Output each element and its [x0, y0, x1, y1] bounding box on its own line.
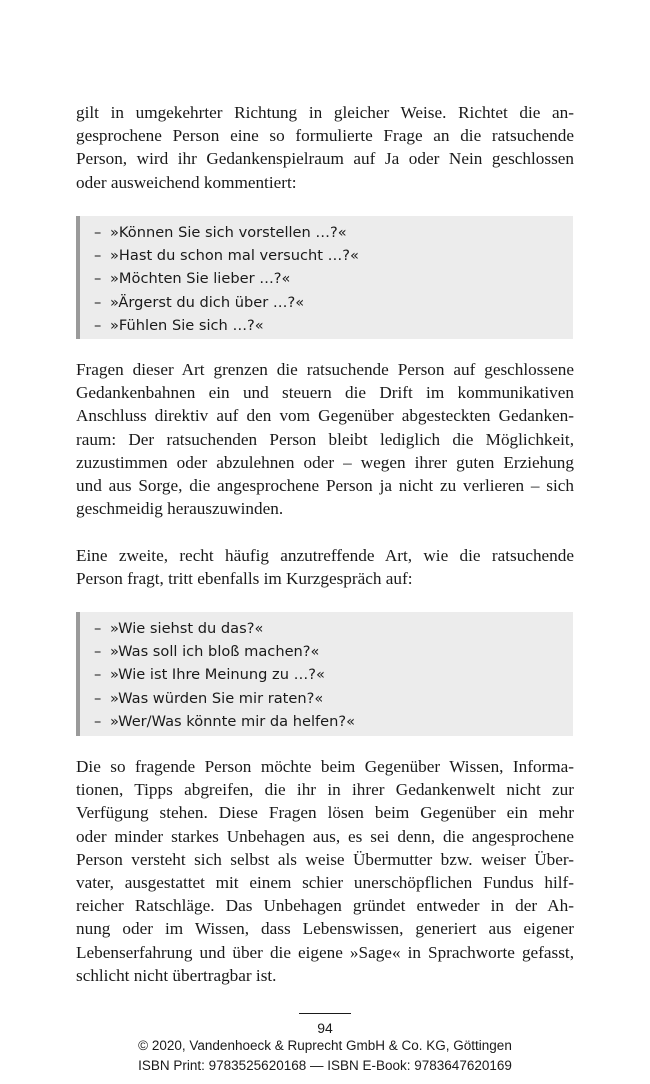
question-list-1	[94, 221, 573, 337]
text-line: Person versteht sich selbst als weise Übermutter bzw. weiser Über-	[76, 849, 574, 869]
text-line: Anschluss direktiv auf den vom Gegenüber abgesteckten Gedanken-	[76, 406, 574, 426]
quote-box-1	[76, 216, 573, 339]
paragraph-4	[76, 755, 574, 987]
text-line: Fragen dieser Art grenzen die ratsuchende Person auf geschlossene	[76, 360, 574, 379]
question-list-2	[94, 617, 573, 733]
paragraph-2	[76, 358, 574, 520]
list-item: – »Hast du schon mal versucht …?«	[94, 247, 359, 265]
text-line: und aus Sorge, die angesprochene Person ja nicht zu verlieren – sich	[76, 476, 574, 496]
page-number: 94	[317, 1020, 333, 1036]
copyright-notice: © 2020, Vandenhoeck & Ruprecht GmbH & Co. KG, Göttingen	[138, 1038, 512, 1053]
text-line: Eine zweite, recht häufig anzutreffende Art, wie die ratsuchende	[76, 546, 574, 565]
text-line: Person fragt, tritt ebenfalls im Kurzgespräch auf:	[76, 569, 413, 589]
list-item: – »Wer/Was könnte mir da helfen?«	[94, 712, 356, 730]
text-line: reicher Ratschläge. Das Unbehagen gründet entweder in der Ah-	[76, 896, 574, 916]
text-line: oder ausweichend kommentiert:	[76, 172, 297, 192]
text-line: vater, ausgestattet mit einem schier unerschöpflichen Fundus hilf-	[76, 873, 574, 893]
text-line: geschmeidig herauszuwinden.	[76, 499, 284, 519]
list-item: – »Wie siehst du das?«	[94, 620, 264, 637]
text-line: gesprochene Person eine so formulierte Frage an die ratsuchende	[76, 126, 574, 146]
list-item: – »Ärgerst du dich über …?«	[94, 293, 305, 311]
text-line: tionen, Tipps abgreifen, die ihr in ihrer Gedankenwelt nicht zur	[76, 780, 574, 800]
list-item: – »Was soll ich bloß machen?«	[94, 643, 320, 661]
quote-box-2	[76, 612, 573, 736]
paragraph-1	[76, 101, 574, 194]
text-line: gilt in umgekehrter Richtung in gleicher Weise. Richtet die an-	[76, 103, 574, 122]
list-item: – »Wie ist Ihre Meinung zu …?«	[94, 666, 325, 684]
text-line: nung oder im Wissen, dass Lebenswissen, generiert aus eigener	[76, 919, 574, 939]
text-line: Die so fragende Person möchte beim Gegenüber Wissen, Informa-	[76, 757, 574, 776]
text-line: oder minder starkes Unbehagen aus, es sei denn, die angesprochene	[76, 826, 574, 846]
list-item: – »Können Sie sich vorstellen …?«	[94, 224, 347, 241]
list-item: – »Was würden Sie mir raten?«	[94, 689, 324, 707]
text-line: schlicht nicht übertragbar ist.	[76, 965, 277, 985]
text-line: Gedankenbahnen ein und steuern die Drift im kommunikativen	[76, 383, 574, 403]
text-line: Verfügung stehen. Diese Fragen lösen beim Gegenüber ein mehr	[76, 803, 574, 823]
list-item: – »Möchten Sie lieber …?«	[94, 270, 291, 288]
page-number-rule	[299, 1013, 351, 1014]
text-line: Person, wird ihr Gedankenspielraum auf Ja oder Nein geschlossen	[76, 149, 574, 169]
list-item: – »Fühlen Sie sich …?«	[94, 316, 264, 334]
text-line: raum: Der ratsuchenden Person bleibt lediglich die Möglichkeit,	[76, 429, 574, 449]
text-line: Lebenserfahrung und über die eigene »Sage« in Sprachworte gefasst,	[76, 942, 574, 962]
paragraph-3	[76, 544, 574, 590]
text-line: zuzustimmen oder abzulehnen oder – wegen ihrer guten Erziehung	[76, 452, 574, 472]
isbn-notice: ISBN Print: 9783525620168 — ISBN E-Book: 9783647620169	[138, 1058, 512, 1073]
